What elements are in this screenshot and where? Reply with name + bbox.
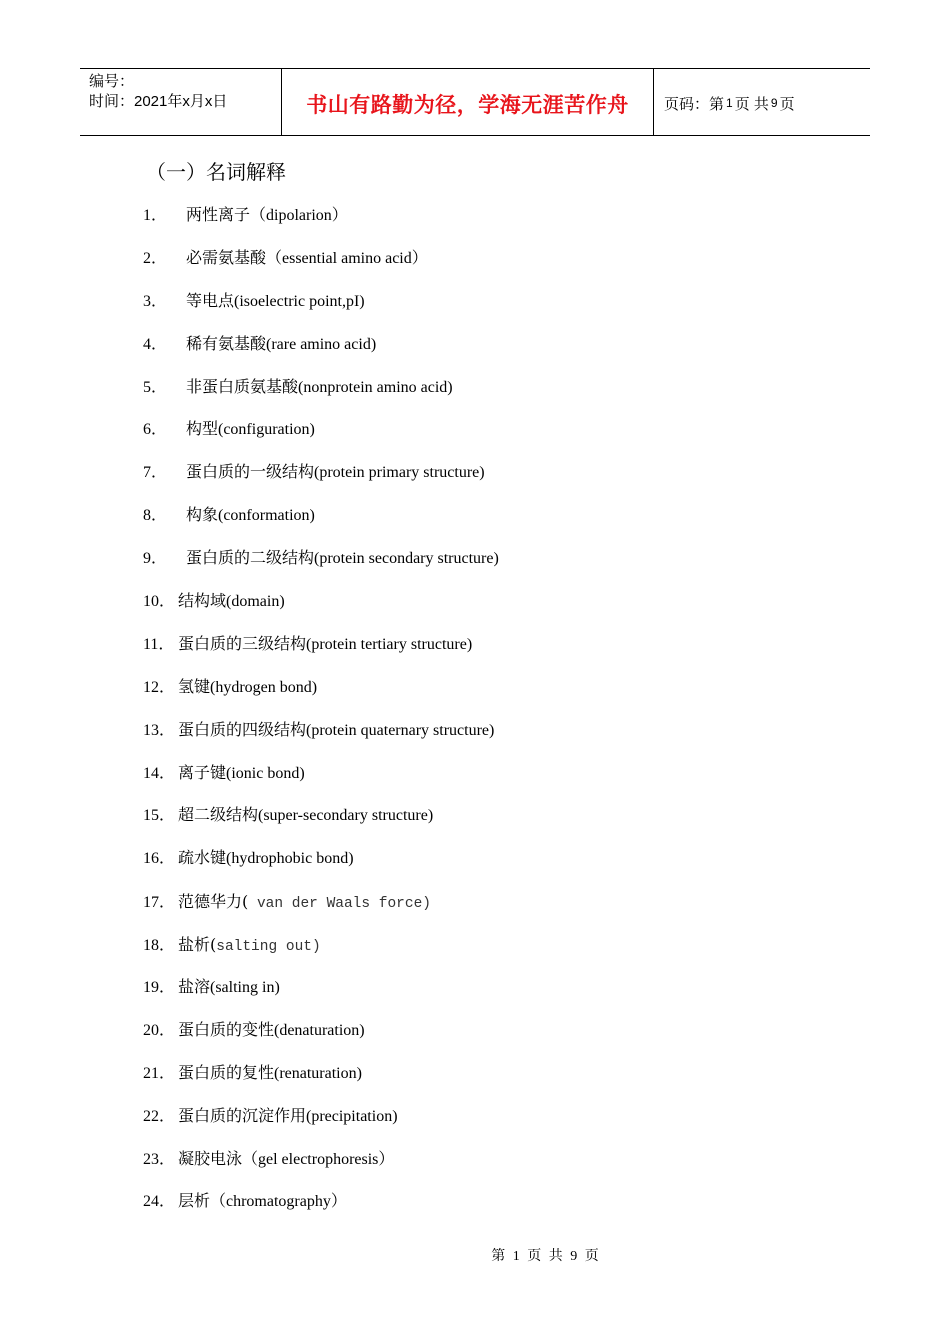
number-label: 编号： [89,73,135,90]
section-title: （一）名词解释 [146,160,286,184]
term-text: 超二级结构(super-secondary structure) [178,807,434,825]
term-text-cn: 盐析( [178,935,217,955]
list-item [143,891,499,934]
term-text: 两性离子（dipolarion） [186,207,348,224]
page-mid: 页 共 [734,95,769,113]
term-index: 14． [143,764,176,782]
term-text: 构象(conformation) [186,507,315,525]
page-suffix: 页 [779,95,795,113]
page-current: 1 [726,96,733,110]
page-header [80,68,870,136]
page-footer: 第 1 页 共 9 页 [491,1249,599,1264]
list-item [143,1020,499,1063]
term-index: 2． [143,249,168,267]
term-index: 17． [143,894,176,912]
term-text: 蛋白质的三级结构(protein tertiary structure) [178,635,473,653]
list-item [143,677,499,720]
list-item [143,291,499,334]
term-index: 9． [143,550,168,568]
term-text: 蛋白质的复性(renaturation) [178,1064,362,1082]
list-item [143,248,499,291]
list-item [143,848,499,891]
term-index: 6． [143,421,168,439]
list-item [143,934,499,977]
term-text: 稀有氨基酸(rare amino acid) [186,335,377,353]
term-text: 疏水键(hydrophobic bond) [178,850,354,868]
term-text: 非蛋白质氨基酸(nonprotein amino acid) [186,378,453,396]
term-text [178,935,321,954]
term-text: 结构域(domain) [178,593,285,611]
term-index: 8． [143,507,168,525]
header-meta [80,69,281,135]
term-text: 氢键(hydrogen bond) [178,678,318,696]
list-item [143,205,499,248]
term-index: 16． [143,850,176,868]
list-item [143,1191,499,1234]
term-index: 15． [143,807,176,825]
list-item [143,634,499,677]
term-text: 蛋白质的沉淀作用(precipitation) [178,1107,398,1125]
list-item [143,977,499,1020]
term-index: 23． [143,1150,176,1168]
term-index: 21． [143,1064,176,1082]
term-index: 22． [143,1107,176,1125]
term-text: 蛋白质的四级结构(protein quaternary structure) [178,721,495,739]
term-list [143,205,499,1234]
list-item [143,419,499,462]
term-text: 蛋白质的变性(denaturation) [178,1021,365,1039]
list-item [143,505,499,548]
list-item [143,720,499,763]
term-text: 蛋白质的一级结构(protein primary structure) [186,464,485,482]
term-text: 必需氨基酸（essential amino acid） [186,249,428,267]
term-index: 3． [143,292,168,310]
term-index: 13． [143,721,176,739]
term-text: 构型(configuration) [186,421,315,439]
term-index: 20． [143,1021,176,1039]
list-item [143,1106,499,1149]
list-item [143,1149,499,1192]
page-prefix: 页码：第 [664,95,725,113]
list-item [143,763,499,806]
list-item [143,334,499,377]
term-text-en: salting out) [216,939,321,956]
term-index: 19． [143,979,176,997]
term-text: 凝胶电泳（gel electrophoresis） [178,1150,395,1168]
list-item [143,591,499,634]
header-motto: 书山有路勤为径，学海无涯苦作舟 [281,69,654,135]
term-text: 盐溶(salting in) [178,979,280,997]
term-text [178,892,431,911]
term-index: 5． [143,378,168,396]
term-text: 离子键(ionic bond) [178,764,305,782]
list-item [143,377,499,420]
term-text: 蛋白质的二级结构(protein secondary structure) [186,550,499,568]
term-text-en: van der Waals force) [248,896,431,913]
time-label: 时间：2021年x月x日 [89,93,228,110]
term-index: 24． [143,1193,176,1211]
term-index: 12． [143,678,176,696]
page-total: 9 [770,96,778,110]
term-index: 11． [143,635,175,653]
term-index: 18． [143,937,176,955]
term-text-cn: 范德华力( [178,892,249,912]
list-item [143,805,499,848]
list-item [143,462,499,505]
term-text: 等电点(isoelectric point,pI) [186,292,365,310]
term-index: 1． [143,207,168,224]
header-page-info [654,69,870,135]
term-index: 7． [143,464,168,482]
term-index: 10． [143,593,176,611]
term-index: 4． [143,335,168,353]
list-item [143,548,499,591]
term-text: 层析（chromatography） [178,1193,347,1211]
list-item [143,1063,499,1106]
